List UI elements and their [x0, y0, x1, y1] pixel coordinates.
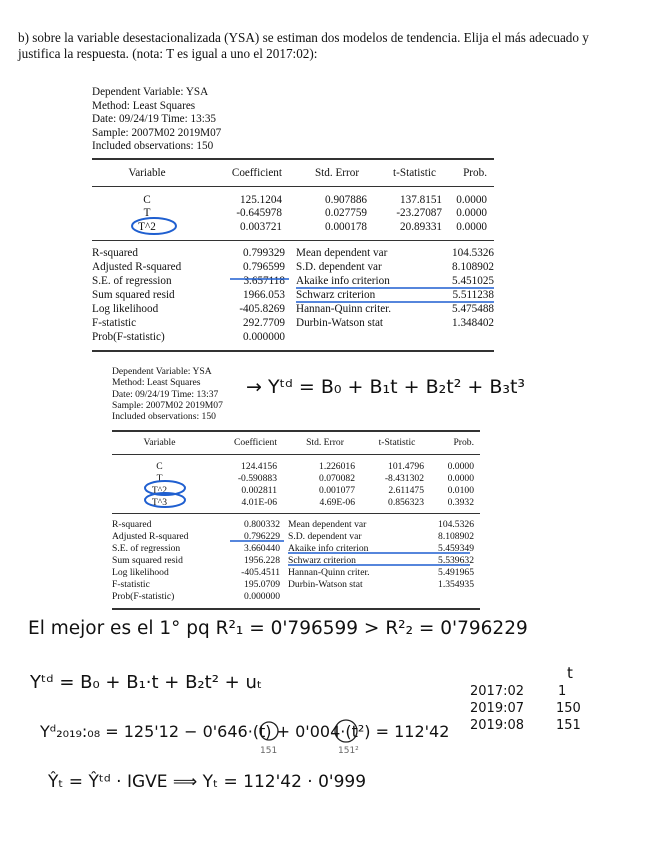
stat-label: Schwarz criterion	[296, 289, 376, 301]
stat-label: F-statistic	[92, 317, 137, 329]
question-line-2: justifica la respuesta. (nota: T es igual a uno el 2017:02):	[18, 46, 318, 61]
stat-label: Durbin-Watson stat	[288, 579, 363, 590]
stat-value: 1956.228	[244, 555, 280, 566]
coef-value: 0.002811	[241, 485, 277, 496]
hand-note-t: 151	[260, 746, 278, 756]
t-row-value: 151	[556, 718, 581, 733]
stat-label: F-statistic	[112, 579, 150, 590]
header-line: Dependent Variable: YSA	[92, 86, 209, 98]
hand-final: Ŷₜ = Ŷᵗᵈ · IGVE ⟹ Yₜ = 112'42 · 0'999	[48, 772, 367, 792]
stat-value: 0.796229	[244, 531, 280, 542]
var-name: C	[156, 461, 163, 472]
coef-value: 0.003721	[240, 221, 282, 233]
coef-value: 4.01E-06	[241, 497, 277, 508]
table-rule	[92, 240, 494, 241]
t-row-value: 150	[556, 701, 581, 716]
hand-note-t2: 151²	[338, 746, 359, 756]
stat-value: -405.4511	[241, 567, 280, 578]
stat-label: S.D. dependent var	[288, 531, 362, 542]
se-value: 0.027759	[325, 207, 367, 219]
header-line: Date: 09/24/19 Time: 13:37	[112, 388, 219, 400]
table-rule	[92, 158, 494, 160]
stat-label: Sum squared resid	[92, 289, 175, 301]
stat-label: Akaike info criterion	[288, 543, 369, 554]
eviews-output-model-1	[92, 86, 494, 356]
hand-estimate: Yᵈ₂₀₁₉:₀₈ = 125'12 − 0'646·(t) + 0'004·(t²) = 112'42	[40, 722, 450, 741]
stat-value: 5.451025	[452, 275, 494, 287]
stat-label: S.E. of regression	[92, 275, 172, 287]
table-rule	[112, 430, 480, 432]
t-row-date: 2017:02	[470, 684, 525, 699]
se-value: 0.070082	[319, 473, 355, 484]
t-row-date: 2019:08	[470, 718, 525, 733]
col-t-statistic: t-Statistic	[393, 167, 436, 179]
stat-value: 5.491965	[438, 567, 474, 578]
stat-value: 3.660440	[244, 543, 280, 554]
se-value: 1.226016	[319, 461, 355, 472]
col-std-error: Std. Error	[306, 437, 344, 448]
stat-label: Log likelihood	[92, 303, 159, 315]
var-name: T	[156, 473, 163, 484]
col-prob: Prob.	[453, 437, 474, 448]
stat-value: 1.354935	[438, 579, 474, 590]
prob-value: 0.0000	[456, 207, 487, 219]
stat-value: 5.511238	[452, 289, 494, 301]
stat-label: Hannan-Quinn criter.	[296, 303, 392, 315]
col-coefficient: Coefficient	[231, 167, 282, 179]
stat-label: Prob(F-statistic)	[112, 591, 175, 602]
stat-label: R-squared	[92, 247, 138, 259]
table-rule	[112, 454, 480, 455]
col-variable: Variable	[128, 167, 166, 179]
t-row-value: 1	[558, 684, 567, 699]
prob-value: 0.0000	[456, 194, 487, 206]
col-std-error: Std. Error	[314, 167, 360, 179]
header-line: Sample: 2007M02 2019M07	[92, 126, 222, 139]
tstat-value: 0.856323	[388, 497, 424, 508]
hand-t-label: t	[567, 664, 573, 682]
header-line: Included observations: 150	[112, 411, 216, 423]
col-variable: Variable	[143, 437, 176, 448]
stat-value: 0.000000	[243, 331, 285, 343]
col-t-statistic: t-Statistic	[378, 437, 416, 448]
table-rule	[112, 608, 480, 610]
stat-value: -405.8269	[239, 303, 285, 315]
stat-value: 5.475488	[452, 303, 494, 315]
stat-label: S.E. of regression	[112, 543, 181, 554]
header-line: Date: 09/24/19 Time: 13:35	[92, 113, 217, 126]
stat-label: S.D. dependent var	[296, 261, 382, 273]
se-value: 0.001077	[319, 485, 355, 496]
table2-header	[112, 366, 223, 422]
coef-value: 125.1204	[240, 194, 282, 206]
stat-value: 0.000000	[244, 591, 280, 602]
stat-label: R-squared	[112, 519, 152, 530]
stat-value: 0.796599	[243, 261, 285, 273]
header-line: Method: Least Squares	[112, 377, 201, 389]
stat-label: Hannan-Quinn criter.	[288, 567, 370, 578]
coef-value: -0.645978	[236, 207, 282, 219]
stat-value: 1966.053	[243, 289, 285, 301]
stat-value: 292.7709	[243, 317, 285, 329]
prob-value: 0.0000	[447, 461, 474, 472]
prob-value: 0.3932	[447, 497, 474, 508]
coef-value: 124.4156	[241, 461, 277, 472]
stat-value: 195.0709	[244, 579, 280, 590]
var-name: T	[143, 207, 151, 219]
var-name: T^2	[138, 221, 156, 233]
var-name: T^3	[151, 497, 168, 508]
hand-model-2-equation: → Yᵗᵈ = B₀ + B₁t + B₂t² + B₃t³	[246, 376, 526, 398]
tstat-value: -8.431302	[384, 473, 424, 484]
stat-label: Prob(F-statistic)	[92, 331, 165, 343]
stat-value: 5.459349	[438, 543, 474, 554]
prob-value: 0.0000	[447, 473, 474, 484]
stat-label: Adjusted R-squared	[92, 261, 182, 273]
prob-value: 0.0000	[456, 221, 487, 233]
tstat-value: 137.8151	[400, 194, 442, 206]
question-text	[18, 30, 628, 62]
col-coefficient: Coefficient	[234, 437, 277, 448]
header-line: Method: Least Squares	[92, 99, 196, 112]
hand-model-1-equation: Yᵗᵈ = B₀ + B₁·t + B₂t² + uₜ	[30, 672, 263, 693]
stat-label: Sum squared resid	[112, 555, 183, 566]
table-rule	[92, 186, 494, 187]
prob-value: 0.0100	[447, 485, 474, 496]
stat-value: 104.5326	[438, 519, 474, 530]
header-line: Sample: 2007M02 2019M07	[112, 399, 223, 411]
table-rule	[112, 513, 480, 514]
t-row-date: 2019:07	[470, 701, 525, 716]
se-value: 0.907886	[325, 194, 367, 206]
stat-label: Schwarz criterion	[288, 555, 356, 566]
table-rule	[92, 350, 494, 352]
tstat-value: -23.27087	[396, 207, 442, 219]
tstat-value: 101.4796	[388, 461, 424, 472]
question-line-1: b) sobre la variable desestacionalizada (YSA) se estiman dos modelos de tendencia. Elija el más adecuado y	[18, 30, 589, 45]
stat-label: Mean dependent var	[288, 519, 367, 530]
stat-value: 104.5326	[452, 247, 494, 259]
stat-value: 5.539632	[438, 555, 474, 566]
stat-value: 0.799329	[243, 247, 285, 259]
stat-label: Adjusted R-squared	[112, 531, 189, 542]
hand-conclusion: El mejor es el 1° pq R²₁ = 0'796599 > R²₂ = 0'796229	[28, 618, 528, 639]
stat-value: 0.800332	[244, 519, 280, 530]
tstat-value: 20.89331	[400, 221, 442, 233]
stat-label: Mean dependent var	[296, 247, 388, 259]
tstat-value: 2.611475	[388, 485, 424, 496]
stat-value: 3.657118	[243, 275, 285, 287]
stat-label: Akaike info criterion	[296, 275, 390, 287]
col-prob: Prob.	[463, 167, 487, 179]
header-line: Included observations: 150	[92, 140, 214, 153]
var-name: T^2	[151, 485, 168, 496]
stat-value: 8.108902	[438, 531, 474, 542]
se-value: 4.69E-06	[319, 497, 355, 508]
stat-value: 1.348402	[452, 317, 494, 329]
stat-label: Log likelihood	[112, 567, 169, 578]
se-value: 0.000178	[325, 221, 367, 233]
stat-label: Durbin-Watson stat	[296, 317, 384, 329]
stat-value: 8.108902	[452, 261, 494, 273]
header-line: Dependent Variable: YSA	[112, 366, 212, 377]
eviews-output-model-2	[112, 366, 480, 618]
var-name: C	[143, 194, 151, 206]
table1-header	[92, 86, 221, 154]
coef-value: -0.590883	[237, 473, 277, 484]
